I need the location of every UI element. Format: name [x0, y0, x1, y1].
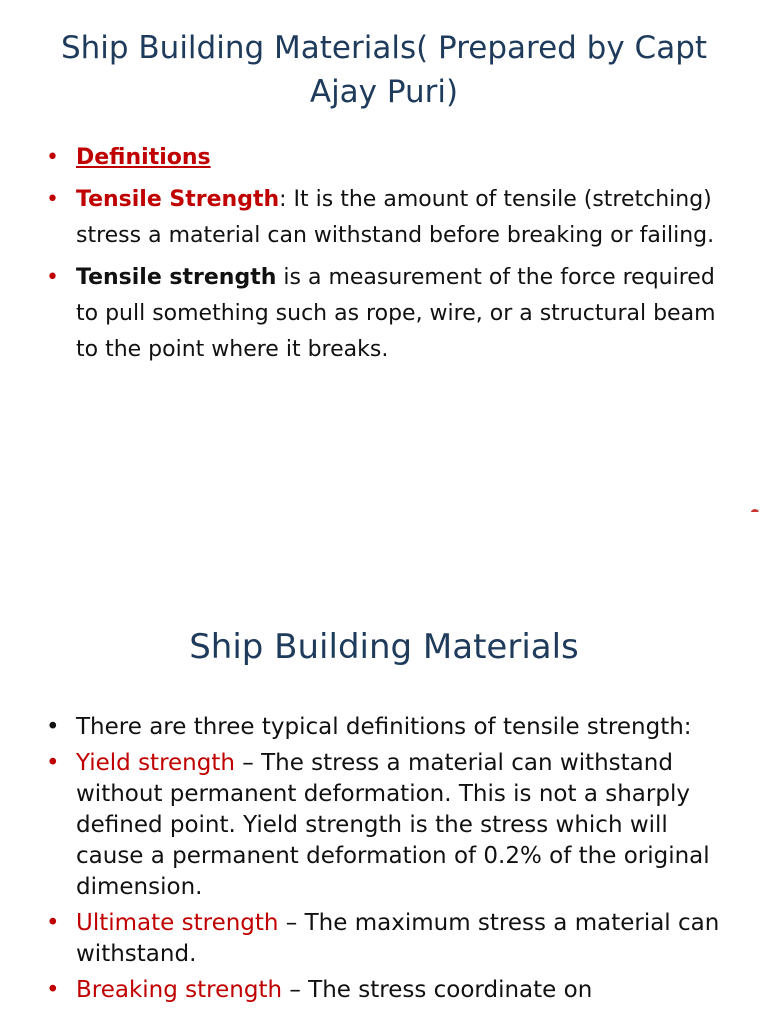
bullet-ultimate-strength	[46, 908, 736, 970]
yield-strength-description: – The stress a material can withstand without permanent deformation. This is not a sharply defined point. Yield strength is the stress which will cause a permanent deformation of 0.2% of the original dimension.	[76, 750, 710, 900]
intro-text: There are three typical definitions of tensile strength:	[76, 714, 692, 740]
bullet-tensile-strength-measurement	[46, 260, 726, 368]
breaking-strength-description: – The stress coordinate on	[282, 977, 593, 1003]
slide-1-title: Ship Building Materials( Prepared by Capt Ajay Puri)	[60, 30, 708, 110]
bullet-definitions	[46, 140, 726, 176]
tensile-strength-term: Tensile Strength	[76, 187, 280, 212]
bullet-yield-strength	[46, 748, 736, 903]
ultimate-strength-term: Ultimate strength	[76, 910, 279, 936]
bullet-tensile-strength-definition	[46, 182, 726, 254]
definitions-heading: Definitions	[76, 145, 211, 170]
bullet-breaking-strength	[46, 975, 736, 1006]
slide-2-title: Ship Building Materials	[189, 627, 579, 667]
bullet-intro	[46, 712, 736, 743]
tensile-strength-measurement-text: is a measurement of the force required to pull something such as rope, wire, or a structural beam to the point where it breaks.	[76, 265, 716, 362]
slide-2-bullet-list	[46, 712, 736, 1011]
ultimate-strength-description: – The maximum stress a material can withstand.	[76, 910, 720, 967]
ari-logo	[660, 500, 768, 512]
tensile-strength-description: : It is the amount of tensile (stretching) stress a material can withstand before breaking or failing.	[76, 187, 715, 248]
tensile-strength-term-2: Tensile strength	[76, 265, 277, 290]
yield-strength-term: Yield strength	[76, 750, 235, 776]
breaking-strength-term: Breaking strength	[76, 977, 283, 1003]
slide-1-bullet-list	[46, 140, 726, 374]
